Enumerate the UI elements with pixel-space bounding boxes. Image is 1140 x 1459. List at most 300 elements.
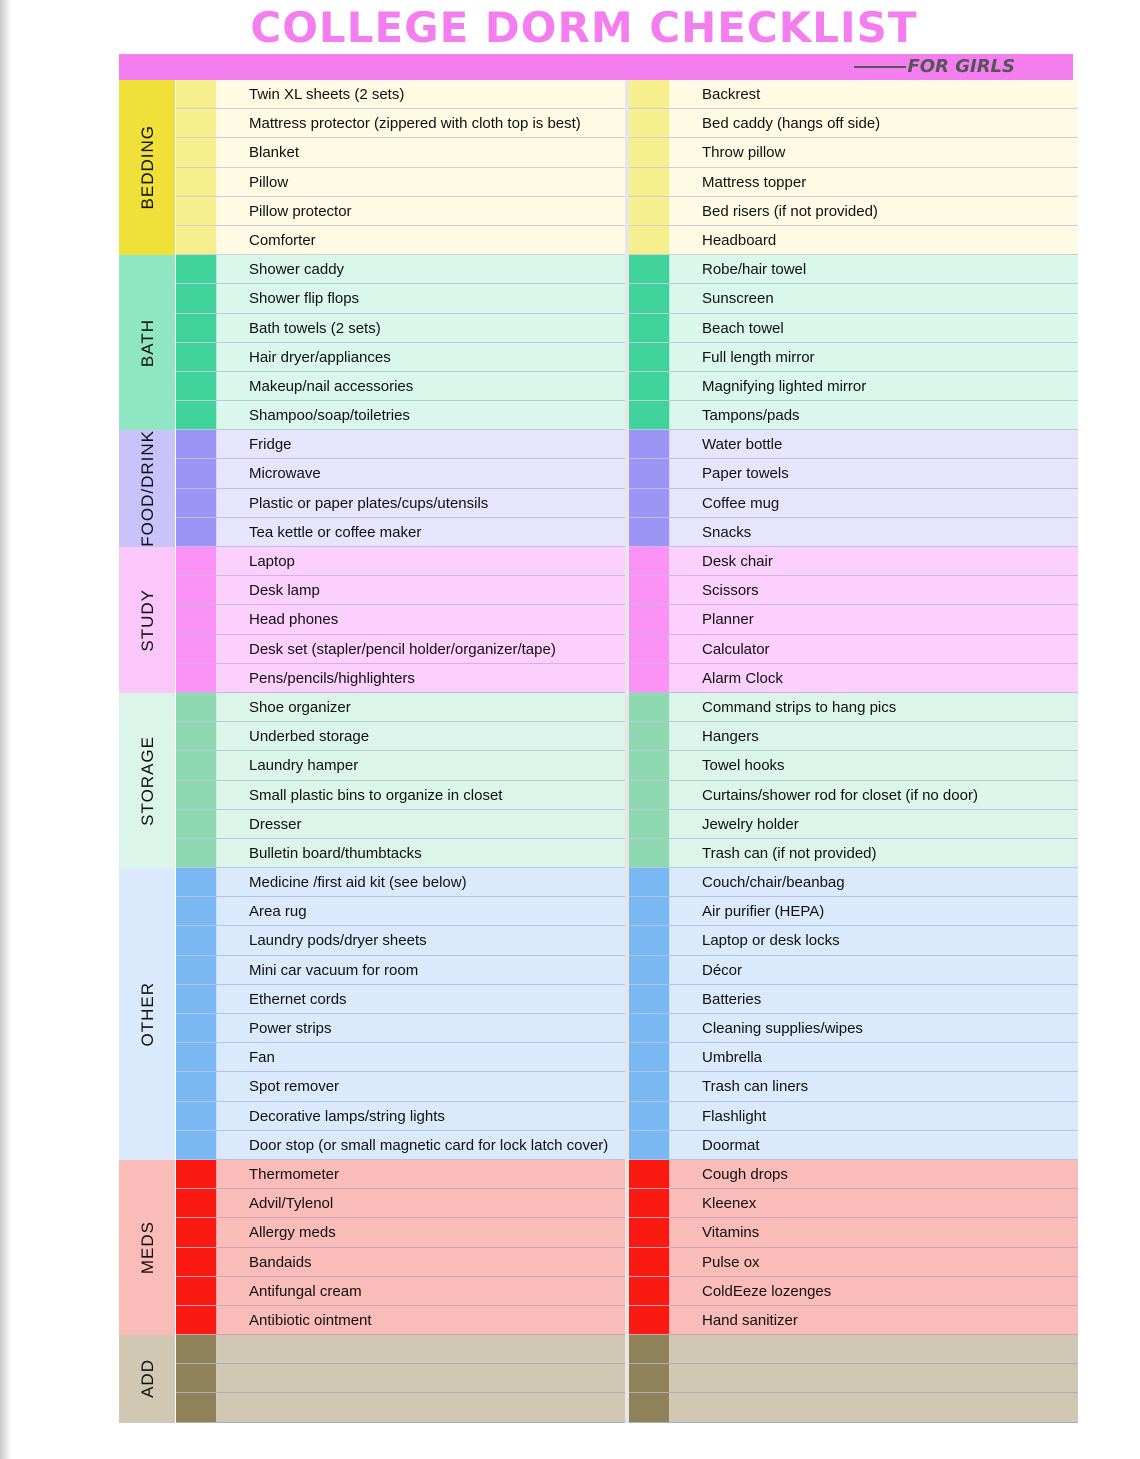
column-right: [629, 868, 1078, 1160]
checklist-row: [176, 1306, 625, 1335]
category-label: STORAGE: [137, 735, 157, 826]
checklist-row: [176, 168, 625, 197]
item-label: Hangers: [702, 728, 759, 746]
checkbox[interactable]: [629, 1364, 670, 1392]
checklist-row: [629, 839, 1078, 868]
item-label: Towel hooks: [702, 757, 785, 775]
checkbox[interactable]: [629, 926, 670, 954]
checkbox[interactable]: [629, 1072, 670, 1100]
item-label: Shoe organizer: [249, 698, 351, 716]
checklist-row: [629, 459, 1078, 488]
checklist-row: [176, 138, 625, 167]
checklist-row: [176, 926, 625, 955]
column-left: [176, 255, 625, 430]
checklist-row: [176, 985, 625, 1014]
checklist-row: [176, 810, 625, 839]
checklist-row: [629, 1102, 1078, 1131]
checkbox[interactable]: [176, 1014, 217, 1042]
item-label: Jewelry holder: [702, 815, 799, 833]
checkbox[interactable]: [176, 751, 217, 779]
checklist-row: [629, 985, 1078, 1014]
item-label: Door stop (or small magnetic card for lock latch cover): [249, 1136, 609, 1154]
item-label: Bulletin board/thumbtacks: [249, 844, 422, 862]
checklist-row: [176, 1248, 625, 1277]
checklist-row: [176, 547, 625, 576]
item-label: Bed risers (if not provided): [702, 202, 878, 220]
column-left: [176, 693, 625, 868]
checkbox[interactable]: [629, 547, 670, 575]
checkbox[interactable]: [629, 751, 670, 779]
checklist-row: [629, 1218, 1078, 1247]
checklist-row: [176, 839, 625, 868]
column-right: [629, 1160, 1078, 1335]
page-title: COLLEGE DORM CHECKLIST: [250, 3, 918, 52]
item-label: Pulse ox: [702, 1253, 760, 1271]
header-band: [119, 54, 1073, 80]
column-left: [176, 80, 625, 255]
category-cell: [119, 868, 176, 1160]
item-label: Pillow: [249, 173, 289, 191]
checklist-row: [629, 868, 1078, 897]
checklist-row: [176, 956, 625, 985]
item-label: Desk set (stapler/pencil holder/organizer/tape): [249, 640, 556, 658]
section-4: [119, 693, 1073, 868]
checkbox[interactable]: [176, 109, 217, 137]
column-left: [176, 868, 625, 1160]
checklist-row: [629, 401, 1078, 430]
checkbox[interactable]: [629, 985, 670, 1013]
checkbox[interactable]: [176, 314, 217, 342]
checkbox[interactable]: [176, 80, 217, 108]
checkbox[interactable]: [176, 489, 217, 517]
checklist-row: [629, 80, 1078, 109]
item-label: Makeup/nail accessories: [249, 377, 414, 395]
checklist-row: [629, 226, 1078, 255]
checkbox[interactable]: [176, 430, 217, 458]
category-cell: [119, 255, 176, 430]
checklist-row: [176, 430, 625, 459]
checkbox[interactable]: [629, 635, 670, 663]
checklist-row: [629, 1364, 1078, 1393]
checkbox[interactable]: [629, 430, 670, 458]
checklist-row: [629, 1306, 1078, 1335]
checklist-row: [629, 693, 1078, 722]
checklist-row: [176, 197, 625, 226]
checkbox[interactable]: [176, 810, 217, 838]
item-label: Coffee mug: [702, 494, 780, 512]
checkbox[interactable]: [629, 343, 670, 371]
checklist-row: [629, 635, 1078, 664]
checklist-row: [629, 1189, 1078, 1218]
item-label: Cleaning supplies/wipes: [702, 1020, 863, 1037]
category-label: STUDY: [137, 588, 157, 652]
checkbox[interactable]: [629, 109, 670, 137]
item-label: Bandaids: [249, 1253, 312, 1271]
item-label: Microwave: [249, 465, 321, 483]
item-label: Mini car vacuum for room: [249, 961, 419, 979]
column-right: [629, 547, 1078, 693]
item-label: [670, 1393, 1078, 1421]
checkbox[interactable]: [176, 1160, 217, 1188]
checkbox[interactable]: [176, 1189, 217, 1217]
checkbox[interactable]: [629, 138, 670, 166]
category-cell: [119, 80, 176, 255]
checkbox[interactable]: [629, 664, 670, 692]
item-label: Advil/Tylenol: [249, 1195, 334, 1213]
item-label: [217, 1393, 625, 1421]
checkbox[interactable]: [629, 518, 670, 546]
checkbox[interactable]: [629, 810, 670, 838]
checkbox[interactable]: [176, 197, 217, 225]
checkbox[interactable]: [629, 722, 670, 750]
checkbox[interactable]: [176, 839, 217, 867]
item-label: Bed caddy (hangs off side): [702, 115, 881, 133]
item-label: Umbrella: [702, 1049, 763, 1067]
item-label: Power strips: [249, 1020, 332, 1037]
category-label: OTHER: [137, 981, 157, 1047]
checkbox[interactable]: [176, 1072, 217, 1100]
checkbox[interactable]: [176, 1277, 217, 1305]
item-label: Desk lamp: [249, 582, 320, 600]
checkbox[interactable]: [176, 459, 217, 487]
item-label: Couch/chair/beanbag: [702, 874, 845, 892]
checkbox[interactable]: [629, 693, 670, 721]
checkbox[interactable]: [629, 168, 670, 196]
checkbox[interactable]: [629, 255, 670, 283]
checkbox[interactable]: [176, 547, 217, 575]
checklist-row: [629, 518, 1078, 547]
item-label: Fan: [249, 1049, 275, 1067]
item-label: Alarm Clock: [702, 669, 783, 687]
checklist-row: [629, 1393, 1078, 1422]
checkbox[interactable]: [629, 1160, 670, 1188]
checklist-row: [629, 956, 1078, 985]
item-label: [217, 1364, 625, 1392]
checklist-row: [176, 1102, 625, 1131]
checklist-row: [176, 693, 625, 722]
checklist-row: [176, 1277, 625, 1306]
checkbox[interactable]: [176, 1131, 217, 1159]
checkbox[interactable]: [176, 401, 217, 429]
category-cell: [119, 1335, 176, 1423]
item-label: Curtains/shower rod for closet (if no door): [702, 786, 978, 804]
checklist-row: [629, 1248, 1078, 1277]
item-label: Planner: [702, 611, 754, 629]
item-label: Throw pillow: [702, 144, 786, 162]
checklist-table: [119, 80, 1073, 1423]
item-label: Vitamins: [702, 1224, 760, 1242]
checklist-row: [176, 284, 625, 313]
item-label: Desk chair: [702, 553, 773, 570]
category-cell: [119, 547, 176, 693]
checkbox[interactable]: [176, 956, 217, 984]
checkbox[interactable]: [176, 518, 217, 546]
checkbox[interactable]: [176, 284, 217, 312]
column-right: [629, 255, 1078, 430]
checkbox[interactable]: [629, 80, 670, 108]
checkbox[interactable]: [629, 459, 670, 487]
checklist-row: [176, 1131, 625, 1160]
checkbox[interactable]: [629, 868, 670, 896]
checkbox[interactable]: [629, 1131, 670, 1159]
checklist-row: [176, 868, 625, 897]
checklist-row: [176, 109, 625, 138]
checkbox[interactable]: [629, 1102, 670, 1130]
checklist-row: [176, 401, 625, 430]
checkbox[interactable]: [629, 489, 670, 517]
checklist-row: [629, 722, 1078, 751]
item-label: Head phones: [249, 611, 339, 629]
column-left: [176, 1335, 625, 1423]
checklist-row: [176, 518, 625, 547]
checkbox[interactable]: [176, 635, 217, 663]
item-label: Twin XL sheets (2 sets): [249, 86, 405, 103]
item-label: Headboard: [702, 231, 777, 249]
item-label: Shampoo/soap/toiletries: [249, 407, 410, 425]
checklist-row: [629, 781, 1078, 810]
item-label: Beach towel: [702, 319, 784, 337]
checkbox[interactable]: [629, 1014, 670, 1042]
checklist-row: [629, 926, 1078, 955]
item-label: Laptop: [249, 553, 295, 570]
checklist-row: [629, 1072, 1078, 1101]
checkbox[interactable]: [629, 956, 670, 984]
checkbox[interactable]: [176, 138, 217, 166]
checklist-row: [176, 781, 625, 810]
subtitle: [854, 54, 1016, 80]
item-label: Spot remover: [249, 1078, 340, 1096]
item-label: Pens/pencils/highlighters: [249, 669, 415, 687]
item-label: ColdEeze lozenges: [702, 1282, 832, 1300]
checklist-row: [176, 80, 625, 109]
column-left: [176, 547, 625, 693]
item-label: Tea kettle or coffee maker: [249, 523, 422, 541]
item-label: Kleenex: [702, 1195, 757, 1213]
checklist-row: [629, 1043, 1078, 1072]
section-0: [119, 80, 1073, 255]
column-right: [629, 430, 1078, 547]
checkbox[interactable]: [176, 343, 217, 371]
checklist-row: [176, 1189, 625, 1218]
item-label: Area rug: [249, 903, 307, 921]
checkbox[interactable]: [629, 576, 670, 604]
item-label: Thermometer: [249, 1165, 340, 1183]
item-label: Sunscreen: [702, 290, 774, 308]
checkbox[interactable]: [176, 1393, 217, 1421]
item-label: Underbed storage: [249, 728, 370, 746]
checkbox[interactable]: [176, 693, 217, 721]
checklist-row: [629, 605, 1078, 634]
category-label: BATH: [137, 318, 157, 367]
checkbox[interactable]: [176, 226, 217, 254]
item-label: Water bottle: [702, 436, 783, 454]
checkbox[interactable]: [176, 781, 217, 809]
item-label: Paper towels: [702, 465, 789, 483]
checklist-row: [176, 1160, 625, 1189]
checklist-row: [176, 459, 625, 488]
checklist-row: [176, 1393, 625, 1422]
category-cell: [119, 430, 176, 547]
checkbox[interactable]: [176, 372, 217, 400]
checkbox[interactable]: [629, 781, 670, 809]
checkbox[interactable]: [176, 926, 217, 954]
checklist-row: [176, 664, 625, 693]
checkbox[interactable]: [629, 1248, 670, 1276]
checkbox[interactable]: [176, 1248, 217, 1276]
checkbox[interactable]: [629, 839, 670, 867]
column-right: [629, 693, 1078, 868]
checklist-row: [629, 1014, 1078, 1043]
item-label: Doormat: [702, 1136, 760, 1154]
checkbox[interactable]: [176, 1043, 217, 1071]
item-label: Snacks: [702, 523, 752, 541]
checkbox[interactable]: [176, 1306, 217, 1334]
checkbox[interactable]: [629, 1335, 670, 1363]
item-label: Air purifier (HEPA): [702, 903, 825, 921]
checklist-row: [629, 138, 1078, 167]
checkbox[interactable]: [176, 897, 217, 925]
checkbox[interactable]: [176, 1218, 217, 1246]
checklist-row: [629, 576, 1078, 605]
item-label: Plastic or paper plates/cups/utensils: [249, 494, 489, 512]
checkbox[interactable]: [629, 605, 670, 633]
checkbox[interactable]: [176, 576, 217, 604]
checkbox[interactable]: [629, 1043, 670, 1071]
checklist-row: [176, 226, 625, 255]
checkbox[interactable]: [176, 255, 217, 283]
subtitle-text: FOR GIRLS: [907, 56, 1015, 77]
checkbox[interactable]: [176, 605, 217, 633]
item-label: Medicine /first aid kit (see below): [249, 874, 467, 892]
column-right: [629, 80, 1078, 255]
checklist-row: [629, 343, 1078, 372]
category-label: MEDS: [137, 1220, 157, 1275]
checklist-row: [629, 372, 1078, 401]
item-label: Magnifying lighted mirror: [702, 377, 867, 395]
item-label: Robe/hair towel: [702, 261, 807, 279]
checkbox[interactable]: [629, 1218, 670, 1246]
checkbox[interactable]: [629, 1393, 670, 1421]
item-label: Full length mirror: [702, 348, 815, 366]
checklist-row: [176, 343, 625, 372]
item-label: Laundry hamper: [249, 757, 359, 775]
checkbox[interactable]: [629, 401, 670, 429]
item-label: Allergy meds: [249, 1224, 336, 1242]
checklist-row: [176, 722, 625, 751]
checkbox[interactable]: [629, 372, 670, 400]
section-3: [119, 547, 1073, 693]
checklist-row: [629, 489, 1078, 518]
checkbox[interactable]: [176, 985, 217, 1013]
item-label: Fridge: [249, 436, 292, 454]
checkbox[interactable]: [629, 284, 670, 312]
checklist-row: [629, 314, 1078, 343]
checkbox[interactable]: [629, 226, 670, 254]
column-left: [176, 430, 625, 547]
checkbox[interactable]: [629, 1189, 670, 1217]
checkbox[interactable]: [176, 868, 217, 896]
column-right: [629, 1335, 1078, 1423]
checklist-row: [176, 1218, 625, 1247]
item-label: Mattress topper: [702, 173, 807, 191]
category-label: ADD: [137, 1359, 157, 1399]
checklist-row: [629, 810, 1078, 839]
item-label: Hand sanitizer: [702, 1311, 798, 1329]
checklist-row: [629, 1160, 1078, 1189]
checkbox[interactable]: [176, 722, 217, 750]
checklist-row: [629, 1131, 1078, 1160]
item-label: Flashlight: [702, 1107, 767, 1125]
item-label: Small plastic bins to organize in closet: [249, 786, 503, 804]
item-label: Décor: [702, 961, 743, 979]
item-label: Laptop or desk locks: [702, 932, 840, 950]
checkbox[interactable]: [629, 314, 670, 342]
checklist-row: [629, 897, 1078, 926]
section-7: [119, 1335, 1073, 1423]
item-label: Blanket: [249, 144, 300, 162]
checkbox[interactable]: [176, 1335, 217, 1363]
checklist-row: [176, 1364, 625, 1393]
item-label: Batteries: [702, 990, 762, 1008]
category-cell: [119, 693, 176, 868]
item-label: Backrest: [702, 86, 761, 103]
checklist-row: [176, 314, 625, 343]
checkbox[interactable]: [176, 1364, 217, 1392]
checklist-row: [176, 897, 625, 926]
item-label: Cough drops: [702, 1165, 788, 1183]
item-label: Ethernet cords: [249, 990, 347, 1008]
checkbox[interactable]: [629, 897, 670, 925]
item-label: Antibiotic ointment: [249, 1311, 372, 1329]
section-1: [119, 255, 1073, 430]
category-cell: [119, 1160, 176, 1335]
checklist-row: [176, 605, 625, 634]
item-label: Shower caddy: [249, 261, 345, 279]
item-label: Dresser: [249, 815, 302, 833]
checkbox[interactable]: [629, 1306, 670, 1334]
checklist-row: [629, 751, 1078, 780]
checklist-row: [629, 547, 1078, 576]
checklist-row: [629, 168, 1078, 197]
item-label: Hair dryer/appliances: [249, 348, 391, 366]
checklist-row: [629, 430, 1078, 459]
checkbox[interactable]: [629, 197, 670, 225]
section-5: [119, 868, 1073, 1160]
checkbox[interactable]: [176, 168, 217, 196]
item-label: [670, 1364, 1078, 1392]
checkbox[interactable]: [629, 1277, 670, 1305]
category-label: BEDDING: [137, 125, 157, 210]
checklist-row: [629, 284, 1078, 313]
checkbox[interactable]: [176, 1102, 217, 1130]
checklist-row: [176, 372, 625, 401]
checkbox[interactable]: [176, 664, 217, 692]
category-label: FOOD/DRINK: [137, 430, 157, 547]
item-label: [670, 1335, 1078, 1363]
checklist-row: [629, 1277, 1078, 1306]
checklist-row: [629, 255, 1078, 284]
checklist-row: [176, 489, 625, 518]
item-label: Laundry pods/dryer sheets: [249, 932, 427, 950]
item-label: Mattress protector (zippered with cloth top is best): [249, 115, 581, 133]
section-2: [119, 430, 1073, 547]
item-label: Calculator: [702, 640, 770, 658]
section-6: [119, 1160, 1073, 1335]
checklist-row: [629, 109, 1078, 138]
item-label: Bath towels (2 sets): [249, 319, 381, 337]
column-left: [176, 1160, 625, 1335]
checklist-row: [176, 1014, 625, 1043]
